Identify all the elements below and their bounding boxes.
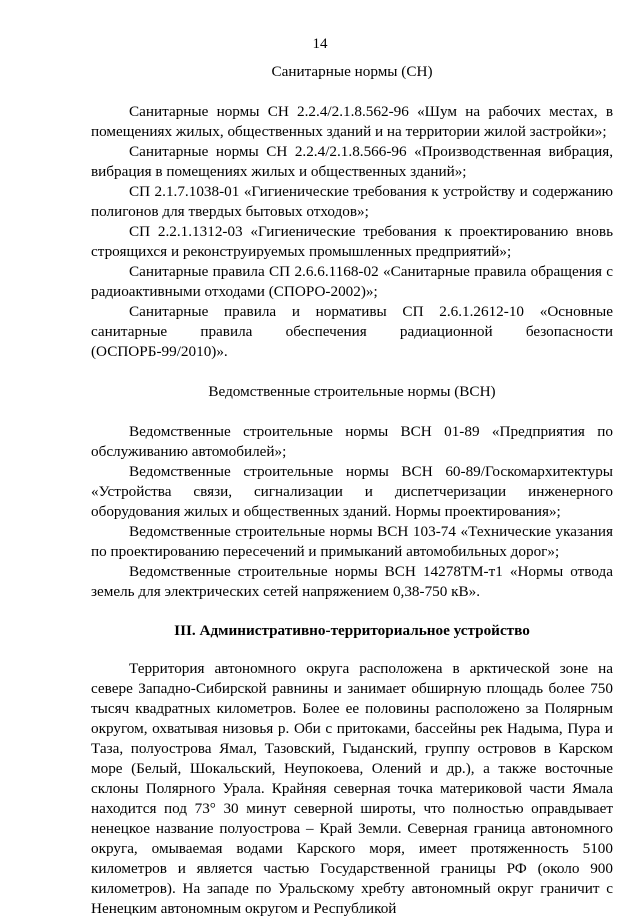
paragraph-sp-industrial: СП 2.2.1.1312-03 «Гигиенические требования к проектированию вновь строящихся и реконструируемых промышленных предприятий»;	[91, 223, 613, 260]
page-number: 14	[312, 36, 328, 52]
paragraph-sp-landfill: СП 2.1.7.1038-01 «Гигиенические требования к устройству и содержанию полигонов для твердых бытовых отходов»;	[91, 183, 613, 220]
paragraph-sp-radiation-safety: Санитарные правила и нормативы СП 2.6.1.2612-10 «Основные санитарные правила обеспечения радиационной безопасности (ОСПОРБ-99/2010)».	[91, 303, 613, 360]
section-title-departmental-norms: Ведомственные строительные нормы (ВСН)	[208, 383, 496, 400]
paragraph-sn-vibration: Санитарные нормы СН 2.2.4/2.1.8.566-96 «Производственная вибрация, вибрация в помещениях жилых и общественных зданий»;	[91, 143, 613, 180]
paragraph-vsn-14278: Ведомственные строительные нормы ВСН 14278ТМ-т1 «Нормы отвода земель для электрических сетей напряжением 0,38-750 кВ».	[91, 563, 613, 600]
paragraph-territory: Территория автономного округа расположена в арктической зоне на севере Западно-Сибирской равнины и занимает обширную площадь более 750 тысяч квадратных километров. Более ее половины расположено за Полярным округом, охватывая низовья р. Оби с притоками, бассейны рек Надыма, Пура и Таза, полуострова Ямал, Тазовский, Гыданский, группу островов в Карском море (Белый, Шокальский, Неупокоева, Олений и др.), а также восточные склоны Полярного Урала. Крайняя северная точка материковой части Ямала находится под 73° 30 минут северной широты, что полностью оправдывает ненецкое название полуострова – Край Земли. Северная граница автономного округа, омываемая водами Карского моря, имеет протяженность 5100 километров и является частью Государственной границы РФ (около 900 километров). На западе по Уральскому хребту автономный округ граничит с Ненецким автономным округом и Республикой	[91, 660, 613, 917]
page-content	[91, 62, 613, 919]
paragraph-vsn-103-74: Ведомственные строительные нормы ВСН 103-74 «Технические указания по проектированию пересечений и примыканий автомобильных дорог»;	[91, 523, 613, 560]
paragraph-sp-radioactive-waste: Санитарные правила СП 2.6.6.1168-02 «Санитарные правила обращения с радиоактивными отходами (СПОРО-2002)»;	[91, 263, 613, 300]
section-title-administrative-structure: III. Административно-территориальное устройство	[174, 622, 530, 639]
paragraph-vsn-60-89: Ведомственные строительные нормы ВСН 60-89/Госкомархитектуры «Устройства связи, сигнализации и диспетчеризации инженерного оборудования жилых и общественных зданий. Нормы проектирования»;	[91, 463, 613, 520]
section-title-sanitary-norms: Санитарные нормы (СН)	[271, 63, 433, 80]
paragraph-sn-noise: Санитарные нормы СН 2.2.4/2.1.8.562-96 «Шум на рабочих местах, в помещениях жилых, общественных зданий и на территории жилой застройки»;	[91, 103, 613, 140]
paragraph-vsn-01-89: Ведомственные строительные нормы ВСН 01-89 «Предприятия по обслуживанию автомобилей»;	[91, 423, 613, 460]
